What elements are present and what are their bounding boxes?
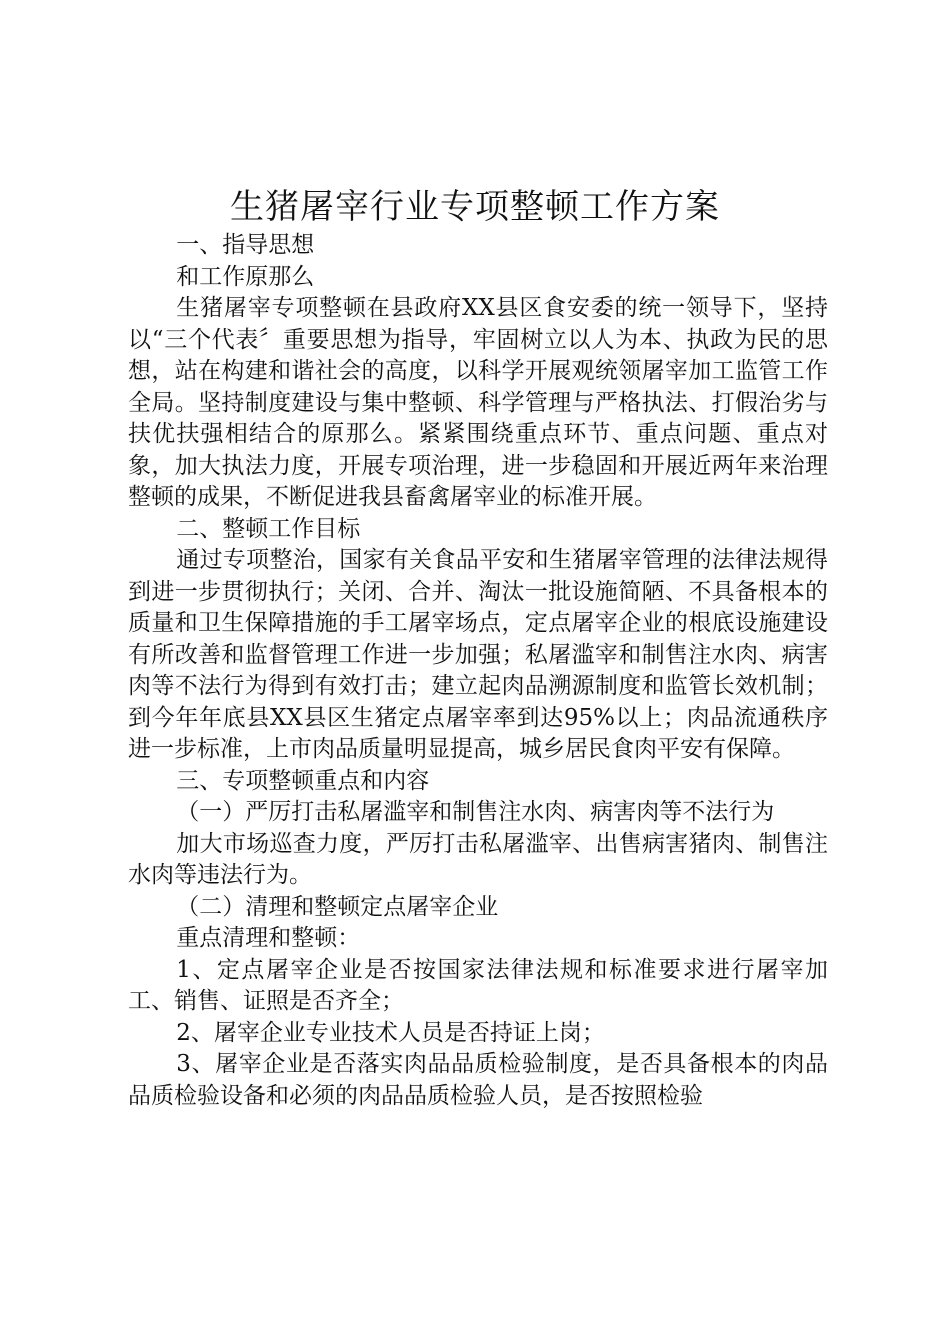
section-heading-guiding-ideology: 一、指导思想	[176, 232, 315, 258]
paragraph-market-inspection: 加大市场巡查力度，严厉打击私屠滥宰、出售病害猪肉、制售注水肉等违法行为。	[128, 830, 828, 888]
paragraph-guiding-ideology: 生猪屠宰专项整顿在县政府XX县区食安委的统一领导下，坚持以“三个代表〞重要思想为指导，牢固树立以人为本、执政为民的思想，站在构建和谐社会的高度，以科学开展观统领屠宰加工监管工作全局。坚持制度建设与集中整顿、科学管理与严格执法、打假治劣与扶优扶强相结合的原那么。紧紧围绕重点环节、重点问题、重点对象，加大执法力度，开展专项治理，进一步稳固和开展近两年来治理整顿的成果，不断促进我县畜禽屠宰业的标准开展。	[128, 295, 828, 510]
list-item-3: 3、屠宰企业是否落实肉品品质检验制度，是否具备根本的肉品品质检验设备和必须的肉品品质检验人员，是否按照检验	[128, 1051, 828, 1109]
list-item-2: 2、屠宰企业专业技术人员是否持证上岗；	[176, 1019, 605, 1046]
document-title: 生猪屠宰行业专项整顿工作方案	[230, 187, 720, 227]
document-body	[128, 230, 828, 1112]
section-heading-focus-content: 三、专项整顿重点和内容	[176, 767, 430, 794]
subsection-heading-2: （二）清理和整顿定点屠宰企业	[176, 893, 499, 920]
paragraph-work-goals: 通过专项整治，国家有关食品平安和生猪屠宰管理的法律法规得到进一步贯彻执行；关闭、合并、淘汰一批设施简陋、不具备根本的质量和卫生保障措施的手工屠宰场点，定点屠宰企业的根底设施建设有所改善和监督管理工作进一步加强；私屠滥宰和制售注水肉、病害肉等不法行为得到有效打击；建立起肉品溯源制度和监管长效机制；到今年年底县XX县区生猪定点屠宰率到达95%以上；肉品流通秩序进一步标准，上市肉品质量明显提高，城乡居民食肉平安有保障。	[128, 547, 828, 762]
section-heading-continuation: 和工作原那么	[176, 263, 315, 290]
section-heading-work-goals: 二、整顿工作目标	[176, 515, 361, 542]
paragraph-focus-intro: 重点清理和整顿：	[176, 925, 361, 951]
list-item-1: 1、定点屠宰企业是否按国家法律法规和标准要求进行屠宰加工、销售、证照是否齐全；	[128, 956, 828, 1014]
subsection-heading-1: （一）严厉打击私屠滥宰和制售注水肉、病害肉等不法行为	[176, 799, 775, 825]
